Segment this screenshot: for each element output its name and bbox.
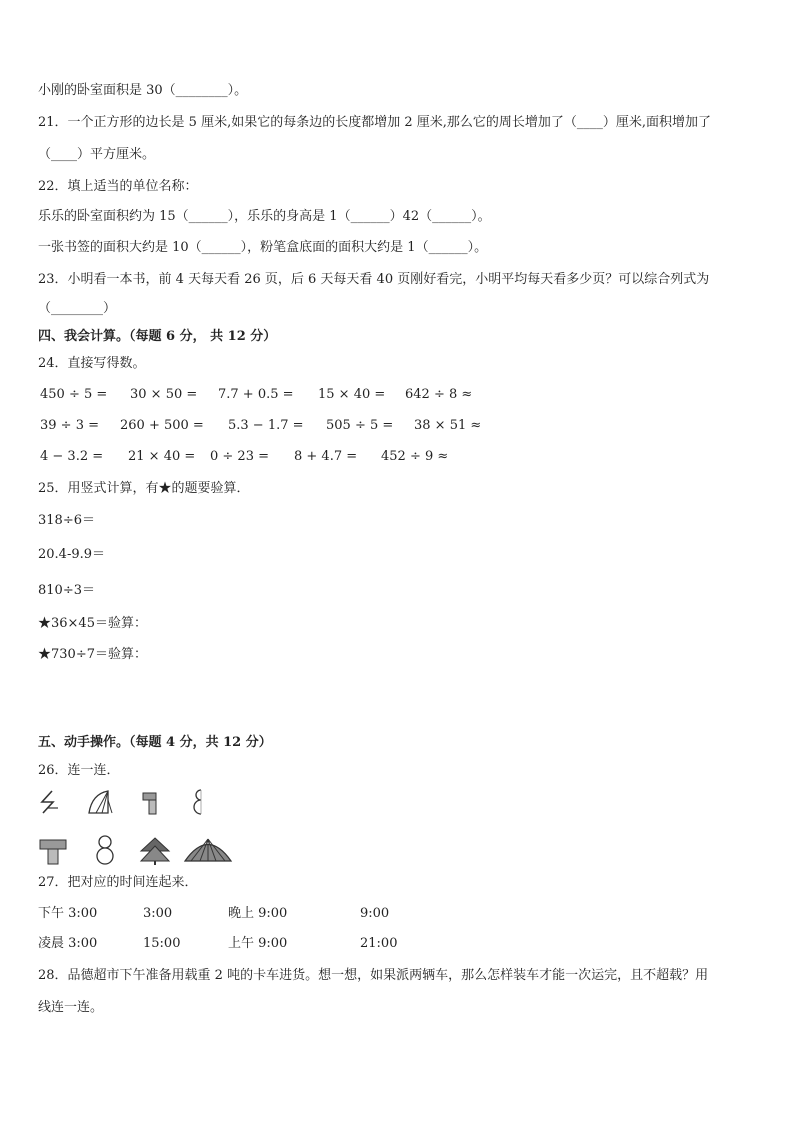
lightning-partial-figure — [38, 788, 62, 816]
q26-title: 26．连一连． — [38, 763, 120, 778]
time-item: 上午 9:00 — [228, 936, 288, 951]
section5-heading: 五、动手操作。（每题 4 分，共 12 分） — [38, 735, 272, 750]
q23-line2: （________） — [38, 301, 117, 316]
time-item: 15:00 — [143, 936, 181, 951]
oral-item: 8 + 4.7 = — [294, 449, 358, 464]
snowman-half-figure — [190, 788, 212, 816]
calc-1: 318÷6＝ — [38, 513, 95, 528]
calc-4: ★36×45＝验算： — [38, 616, 147, 631]
oral-item: 21 × 40 = — [128, 449, 196, 464]
q20-tail: 小刚的卧室面积是 30（________）。 — [38, 83, 248, 98]
umbrella-half-figure — [86, 788, 114, 816]
q23-line1: 23．小明看一本书，前 4 天每天看 26 页，后 6 天每天看 40 页刚好看完，小明平均每天看多少页？可以综合列式为 — [38, 272, 710, 287]
oral-item: 5.3 − 1.7 = — [228, 418, 304, 433]
calc-5: ★730÷7＝验算： — [38, 647, 147, 662]
oral-item: 505 ÷ 5 = — [326, 418, 394, 433]
q22-line1: 乐乐的卧室面积约为 15（______），乐乐的身高是 1（______）42（______）。 — [38, 209, 491, 224]
oral-item: 38 × 51 ≈ — [414, 418, 482, 433]
umbrella-figure — [183, 834, 233, 864]
q21-line2: （____）平方厘米。 — [38, 147, 156, 162]
oral-item: 642 ÷ 8 ≈ — [405, 387, 473, 402]
q28-line2: 线连一连。 — [38, 1000, 104, 1015]
time-item: 9:00 — [360, 906, 390, 921]
oral-item: 450 ÷ 5 = — [40, 387, 108, 402]
time-item: 凌晨 3:00 — [38, 936, 98, 951]
oral-item: 15 × 40 = — [318, 387, 386, 402]
mushroom-half-figure — [140, 788, 166, 816]
oral-item: 7.7 + 0.5 = — [218, 387, 294, 402]
oral-item: 30 × 50 = — [130, 387, 198, 402]
q24-title: 24．直接写得数。 — [38, 356, 146, 371]
oral-item: 4 − 3.2 = — [40, 449, 104, 464]
time-item: 下午 3:00 — [38, 906, 98, 921]
time-item: 21:00 — [360, 936, 398, 951]
q21-line1: 21．一个正方形的边长是 5 厘米,如果它的每条边的长度都增加 2 厘米,那么它的周长增加了（____）厘米,面积增加了 — [38, 115, 712, 130]
time-item: 3:00 — [143, 906, 173, 921]
q22-line2: 一张书签的面积大约是 10（______），粉笔盒底面的面积大约是 1（______）。 — [38, 240, 488, 255]
calc-2: 20.4-9.9＝ — [38, 547, 106, 562]
q27-title: 27．把对应的时间连起来． — [38, 875, 198, 890]
oral-item: 260 + 500 = — [120, 418, 204, 433]
snowman-figure — [92, 834, 118, 866]
q28-line1: 28．品德超市下午准备用载重 2 吨的卡车进货。想一想，如果派两辆车，那么怎样装车才能一次运完，且不超载？用 — [38, 968, 709, 983]
oral-item: 0 ÷ 23 = — [210, 449, 269, 464]
mushroom-figure — [38, 836, 68, 866]
q22-title: 22．填上适当的单位名称： — [38, 179, 198, 194]
calc-3: 810÷3＝ — [38, 583, 95, 598]
time-item: 晚上 9:00 — [228, 906, 288, 921]
q25-title: 25．用竖式计算，有★的题要验算． — [38, 481, 250, 496]
tree-figure — [139, 836, 171, 866]
oral-item: 39 ÷ 3 = — [40, 418, 99, 433]
oral-item: 452 ÷ 9 ≈ — [381, 449, 449, 464]
section4-heading: 四、我会计算。（每题 6 分， 共 12 分） — [38, 329, 277, 344]
